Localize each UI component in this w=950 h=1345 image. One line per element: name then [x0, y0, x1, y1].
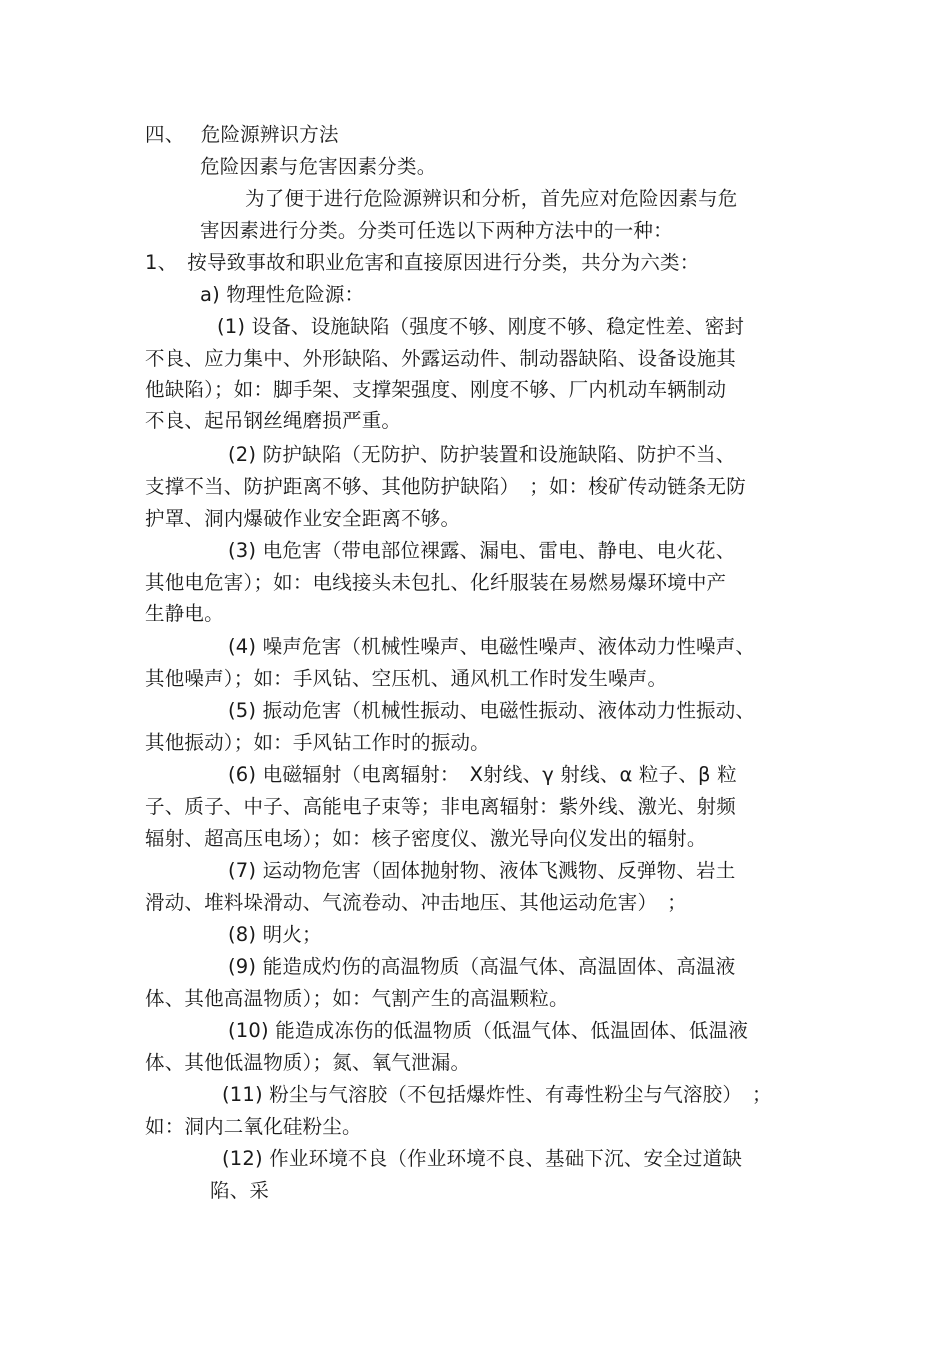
item-line: 他缺陷）；如：脚手架、支撑架强度、刚度不够、厂内机动车辆制动: [145, 378, 727, 401]
item-line: 辐射、超高压电场）；如：核子密度仪、激光导向仪发出的辐射。: [145, 827, 707, 850]
item-line: 滑动、堆料垛滑动、气流卷动、冲击地压、其他运动危害） ；: [145, 891, 687, 914]
item-line: (10) 能造成冻伤的低温物质（低温气体、低温固体、低温液: [228, 1019, 749, 1042]
subheading: 危险因素与危害因素分类。: [200, 155, 437, 178]
item-line: (9) 能造成灼伤的高温物质（高温气体、高温固体、高温液: [228, 955, 736, 978]
item-line: (8) 明火；: [228, 923, 322, 946]
item-line: (3) 电危害（带电部位裸露、漏电、雷电、静电、电火花、: [228, 539, 736, 562]
item-line: (11) 粉尘与气溶胶（不包括爆炸性、有毒性粉尘与气溶胶） ；: [222, 1083, 772, 1106]
item-line: (1) 设备、设施缺陷（强度不够、刚度不够、稳定性差、密封: [217, 315, 745, 338]
item-line: 其他电危害）；如：电线接头未包扎、化纤服装在易燃易爆环境中产: [145, 571, 727, 594]
item-line: (2) 防护缺陷（无防护、防护装置和设施缺陷、防护不当、: [228, 443, 736, 466]
item-line: 如：洞内二氧化硅粉尘。: [145, 1115, 362, 1138]
section-heading: 四、 危险源辨识方法: [145, 123, 339, 146]
list-item-heading: 1、 按导致事故和职业危害和直接原因进行分类，共分为六类：: [145, 251, 700, 274]
item-line: (7) 运动物危害（固体抛射物、液体飞溅物、反弹物、岩土: [228, 859, 736, 882]
item-line: 护罩、洞内爆破作业安全距离不够。: [145, 507, 461, 530]
item-line: 不良、应力集中、外形缺陷、外露运动件、制动器缺陷、设备设施其: [145, 347, 737, 370]
item-line: 其他振动）；如：手风钻工作时的振动。: [145, 731, 490, 754]
item-line: 体、其他低温物质）；氮、氧气泄漏。: [145, 1051, 471, 1074]
item-line: 体、其他高温物质）；如：气割产生的高温颗粒。: [145, 987, 569, 1010]
item-line: (6) 电磁辐射（电离辐射： X射线、γ 射线、α 粒子、β 粒: [228, 763, 737, 786]
item-line: (4) 噪声危害（机械性噪声、电磁性噪声、液体动力性噪声、: [228, 635, 756, 658]
item-line: 子、质子、中子、高能电子束等；非电离辐射：紫外线、激光、射频: [145, 795, 737, 818]
item-line: 支撑不当、防护距离不够、其他防护缺陷） ；如：梭矿传动链条无防: [145, 475, 746, 498]
item-line: (5) 振动危害（机械性振动、电磁性振动、液体动力性振动、: [228, 699, 756, 722]
category-heading: a) 物理性危险源：: [200, 283, 365, 306]
paragraph-line: 为了便于进行危险源辨识和分析，首先应对危险因素与危: [245, 187, 738, 210]
item-line: 生静电。: [145, 602, 224, 625]
item-line: (12) 作业环境不良（作业环境不良、基础下沉、安全过道缺: [222, 1147, 743, 1170]
item-line: 其他噪声）；如：手风钻、空压机、通风机工作时发生噪声。: [145, 667, 668, 690]
item-line: 陷、采: [210, 1179, 270, 1202]
item-line: 不良、起吊钢丝绳磨损严重。: [145, 409, 402, 432]
paragraph-line: 害因素进行分类。分类可任选以下两种方法中的一种：: [200, 219, 673, 242]
